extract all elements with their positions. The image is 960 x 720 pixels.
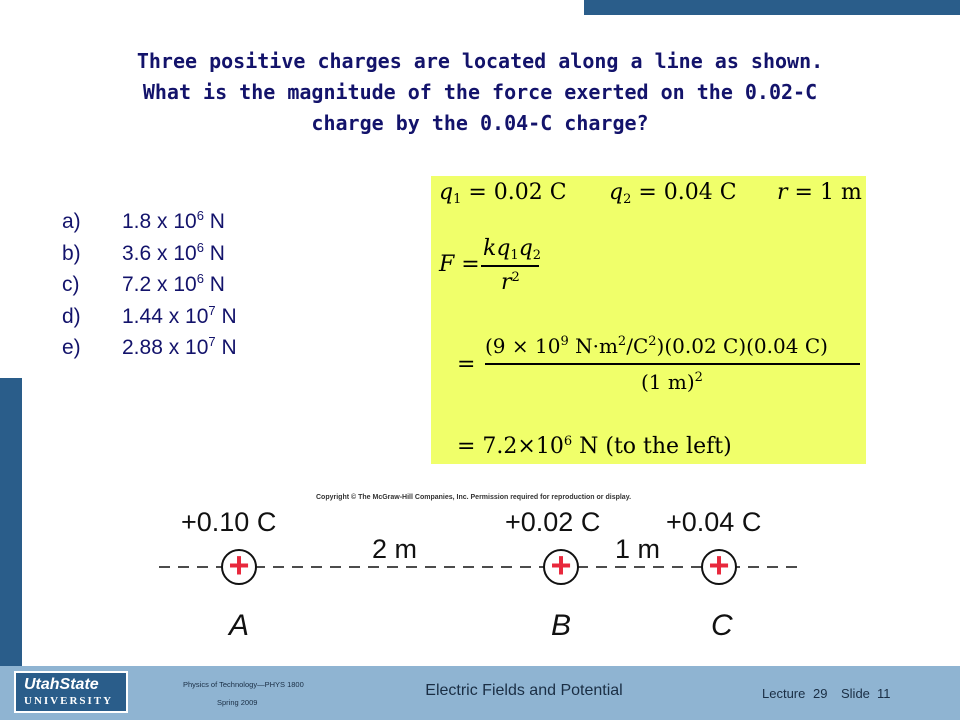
- question-line-2: What is the magnitude of the force exerted on the 0.02-C: [142, 80, 818, 104]
- charge-c-circle: [701, 544, 737, 586]
- lecture-title: Electric Fields and Potential: [425, 682, 623, 699]
- lecture-number: 29: [813, 686, 828, 701]
- answer-mantissa: 1.44 x 10: [122, 304, 209, 328]
- answer-exponent: 7: [208, 302, 216, 318]
- side-accent-bar: [0, 378, 22, 666]
- charge-a-circle: [221, 544, 257, 586]
- answer-exponent: 6: [196, 208, 204, 223]
- answer-exponent: 6: [196, 271, 204, 286]
- answer-mantissa: 7.2 x 10: [122, 273, 197, 296]
- course-term: Spring 2009: [217, 698, 258, 707]
- answer-label: c): [62, 273, 80, 296]
- distance-ab-label: 2 m: [372, 534, 418, 564]
- charge-a-value: +0.10 C: [181, 507, 277, 537]
- answer-label: a): [62, 210, 81, 233]
- result-line: = $7.2\times 10^6$ N (to the left): [457, 434, 732, 459]
- formula-lhs: F =: [439, 252, 480, 277]
- substitution-denominator: (1 m)$^2$: [641, 370, 703, 394]
- charge-diagram: [157, 491, 804, 642]
- formula-numerator: $kq_1q_2$: [483, 236, 542, 263]
- answer-label: d): [62, 304, 81, 328]
- answer-label: e): [62, 336, 81, 359]
- point-a-label: A: [229, 609, 250, 642]
- answer-unit: N: [203, 210, 225, 233]
- top-accent-bar: [584, 0, 960, 15]
- question-text: [80, 46, 880, 139]
- plus-icon: +: [228, 544, 250, 586]
- answer-unit: N: [203, 273, 225, 296]
- logo-text-bottom: UNIVERSITY: [24, 695, 114, 707]
- distance-bc-label: 1 m: [615, 534, 661, 564]
- substitution-fraction-bar: [485, 363, 860, 365]
- formula-denominator: $r^2$: [501, 270, 520, 295]
- point-b-label: B: [551, 609, 572, 642]
- point-c-label: C: [711, 609, 733, 642]
- logo-text-top: UtahState: [24, 676, 99, 693]
- slide-label: Slide: [841, 686, 870, 701]
- substitution-numerator: ($9 \times 10^9$ $N\cdot m^2/C^2)(0.02$ C)(0.04 C): [485, 334, 828, 358]
- charge-c-value: +0.04 C: [666, 507, 762, 537]
- answer-unit: N: [215, 336, 237, 359]
- answer-label: b): [62, 241, 81, 265]
- answer-unit: N: [203, 241, 225, 265]
- course-name: Physics of Technology—PHYS 1800: [183, 680, 304, 689]
- answer-exponent: 7: [208, 334, 216, 349]
- solution-box: [431, 176, 866, 464]
- answer-unit: N: [215, 304, 237, 328]
- slide-number: 11: [877, 686, 891, 701]
- answer-mantissa: 2.88 x 10: [122, 336, 209, 359]
- answer-exponent: 6: [196, 239, 204, 255]
- answer-option-b[interactable]: [62, 238, 237, 270]
- answer-option-a[interactable]: [62, 206, 237, 238]
- university-logo: [14, 671, 128, 713]
- given-q1: $q_1 = 0.02$ C: [439, 180, 567, 207]
- lecture-label: Lecture: [762, 686, 806, 701]
- plus-icon: +: [708, 544, 730, 586]
- answer-mantissa: 1.8 x 10: [122, 210, 197, 233]
- question-line-1: Three positive charges are located along a line as shown.: [136, 49, 824, 73]
- formula-fraction-bar: [481, 265, 539, 267]
- answer-option-e[interactable]: [62, 332, 237, 364]
- charge-b-value: +0.02 C: [505, 507, 601, 537]
- answer-option-c[interactable]: [62, 269, 237, 301]
- plus-icon: +: [550, 544, 572, 586]
- substitution-equals: =: [457, 352, 476, 377]
- given-q2: $q_2 = 0.04$ C: [609, 180, 737, 207]
- answer-mantissa: 3.6 x 10: [122, 241, 197, 265]
- question-line-3: charge by the 0.04-C charge?: [311, 111, 649, 135]
- given-r: r = 1 m: [777, 180, 862, 205]
- copyright-notice: Copyright © The McGraw-Hill Companies, Inc. Permission required for reproduction or display.: [316, 494, 632, 501]
- answer-list: [62, 206, 237, 364]
- answer-option-d[interactable]: [62, 301, 237, 333]
- charge-b-circle: [543, 544, 579, 586]
